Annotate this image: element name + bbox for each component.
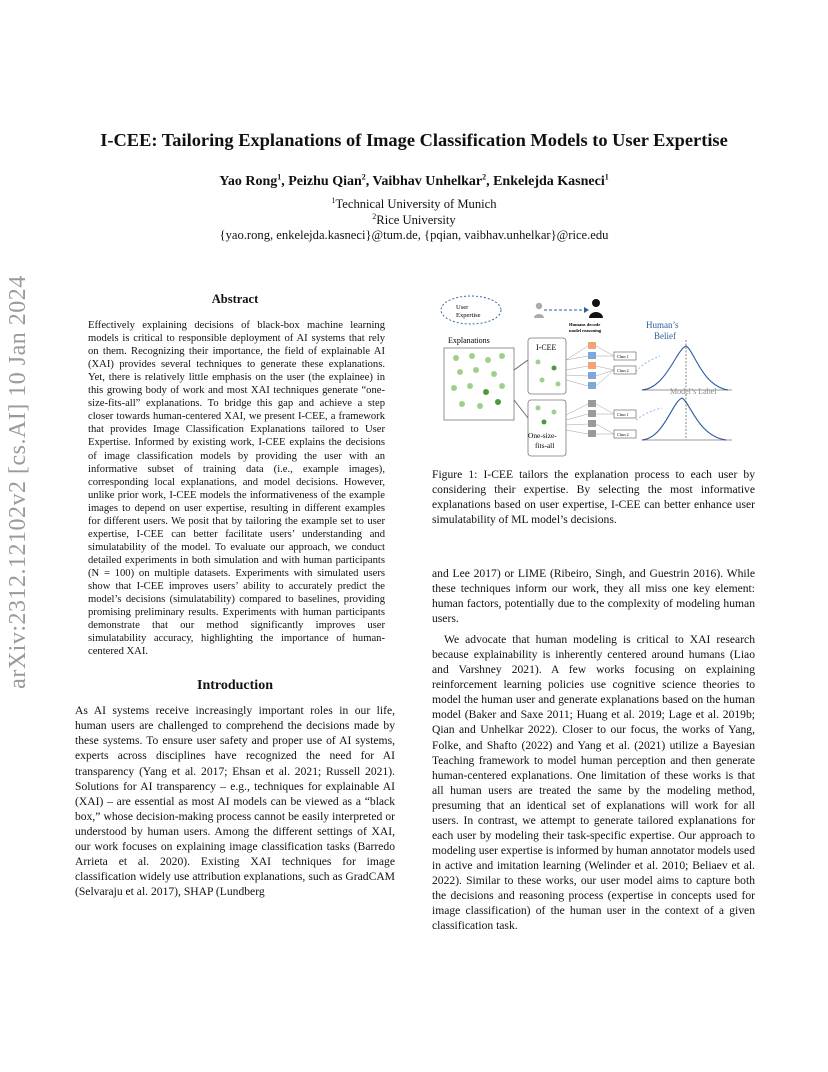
models-label: Model’s Label [670,387,717,396]
decode-nodes-upper [588,342,596,389]
intro-paragraph: As AI systems receive increasingly important roles in our life, human users are challenged to comprehend the decisions made by these systems. To ensure user safety and proper use of AI systems, experts across disciplines have recognized the need for AI transparency (Yang et al. 2017; Ehsan et al. 2021; Russell 2021). Solutions for AI transparency – e.g., techniques for explainable AI (XAI) – are essential as most AI models can be viewed as a “black box,” whose decision-making process cannot be easily interpreted or understood by human users. Among the different settings of XAI, our work focuses on explaining image classification tasks (Barredo Arrieta et al. 2020). Existing XAI techniques for image classification widely use attribution explanations, such as GradCAM (Selvaraju et al. 2017), SHAP (Lundberg [75,704,395,898]
abstract-text: Effectively explaining decisions of black-box machine learning models is critical to responsible deployment of AI systems that rely on them. Recognizing their importance, the field of explainable AI (XAI) provides several techniques to generate these explanations. Yet, there is relatively little emphasis on the user (the explainee) in this growing body of work and most XAI techniques generate “one-size-fits-all” explanations. To bridge this gap and achieve a step closer towards human-centered XAI, we present I-CEE, a framework that provides Image Classification Explanations tailored to User Expertise. Informed by existing work, I-CEE explains the decisions of image classification models by providing the user with an informative subset of training data (i.e., example images), corresponding local explanations, and model decisions. However, unlike prior work, I-CEE models the informativeness of the example images to depend on user expertise, resulting in different examples for different users. We posit that by tailoring the example set to user expertise, I-CEE can better facilitate users’ understanding and simulatability of the model. To evaluate our approach, we conduct detailed experiments in both simulation and with human participants (N = 100) on multiple datasets. Experiments with simulated users show that I-CEE improves users’ ability to accurately predict the model’s decisions (simulatability) compared to baselines, providing promising preliminary results. Experiments with human participants demonstrate that our method significantly improves user simulatability accuracy, highlighting the importance of human-centered XAI. [88,320,385,658]
email-line: {yao.rong, enkelejda.kasneci}@tum.de, {pqian, vaibhav.unhelkar}@rice.edu [219,228,609,242]
humans-decode-label: Humans decode [569,322,601,327]
affiliation-line: $^1$Technical University of Munich [331,195,497,211]
affiliation-line: $^2$Rice University [372,211,456,227]
intro-paragraph: We advocate that human modeling is critical to XAI research because explainability is inherently centered around humans (Liao and Varshney 2021). A few works focusing on explaining reinforcement learning policies use cognitive science theories to model the human user and generate explanations based on the human model (Baker and Saxe 2011; Huang et al. 2019; Lage et al. 2019b; Qian and Unhelkar 2022). Closer to our focus, the works of Yang, Folke, and Shafto (2022) and Yang et al. (2021) utilize a Bayesian Teaching framework to model human perception and then generate human-centered explanations. One limitation of these works is that all human users are treated the same by the modeling method, presuming that an identical set of explanations will work for all users. In contrast, we attempt to generate tailored explanations for each user by modeling their task-specific expertise. Our approach to modeling user expertise is informed by human annotator models used in active and imitation learning (Welinder et al. 2010; Beliaev et al. 2022). Similar to these works, our user model aims to capture both the decisions and reasoning process (expertise in concepts used for image classification) of the human user in the context of a given classification task. [432,633,755,933]
author-affil-mark: 2 [482,172,487,182]
class-label: Class 2 [617,432,629,437]
author-affil-mark: 1 [277,172,282,182]
explanations-label: Explanations [448,336,490,345]
author-affil-mark: 1 [604,172,609,182]
humans-decode-label: model reasoning [569,328,602,333]
author-affil-mark: 2 [361,172,366,182]
author-name: Enkelejda Kasneci [493,174,605,189]
paper-title: I-CEE: Tailoring Explanations of Image Classification Models to User Expertise [100,130,728,150]
class-label: Class 1 [617,354,629,359]
author-name: Vaibhav Unhelkar [372,174,483,189]
belief-curve-upper [642,346,728,390]
one-size-label: fits-all [535,441,555,450]
author-name: Peizhu Qian [288,174,362,189]
right-column [432,566,755,933]
introduction-heading: Introduction [197,678,273,694]
belief-curve-lower [642,398,726,440]
humans-belief-label: Human’s [646,320,679,330]
affiliations [40,197,788,244]
humans-belief-label: Belief [654,331,676,341]
author-list: Yao Rong$^1$, Peizhu Qian$^2$, Vaibhav Unhelkar$^2$, Enkelejda Kasneci$^1$ [219,172,609,189]
figure-caption: Figure 1: I-CEE tailors the explanation process to each user by considering their expertise. By selecting the most informative explanations based on user expertise, I-CEE can better enhance user simulatability of ML model’s decisions. [432,468,755,527]
user-expertise-label: Expertise [456,312,481,319]
class-boxes [614,352,636,438]
arxiv-identifier: arXiv:2312.12102v2 [cs.AI] 10 Jan 2024 [5,275,31,689]
one-size-label: One-size- [528,431,557,440]
figure-1-diagram [436,290,766,458]
class-label: Class 2 [617,368,629,373]
intro-paragraph-continued: and Lee 2017) or LIME (Ribeiro, Singh, and Guestrin 2016). While these techniques inform our work, they all miss one key element: human factors, potentially due to the complexity of modeling human users. [432,567,755,626]
author-name: Yao Rong [219,174,278,189]
left-column [75,292,395,899]
class-label: Class 1 [617,412,629,417]
user-expertise-label: User [456,304,469,311]
human-icon [589,299,603,318]
decode-nodes-lower [588,400,596,437]
abstract-heading: Abstract [211,292,259,306]
icee-label: I-CEE [536,343,557,352]
arrow-head [584,307,589,313]
